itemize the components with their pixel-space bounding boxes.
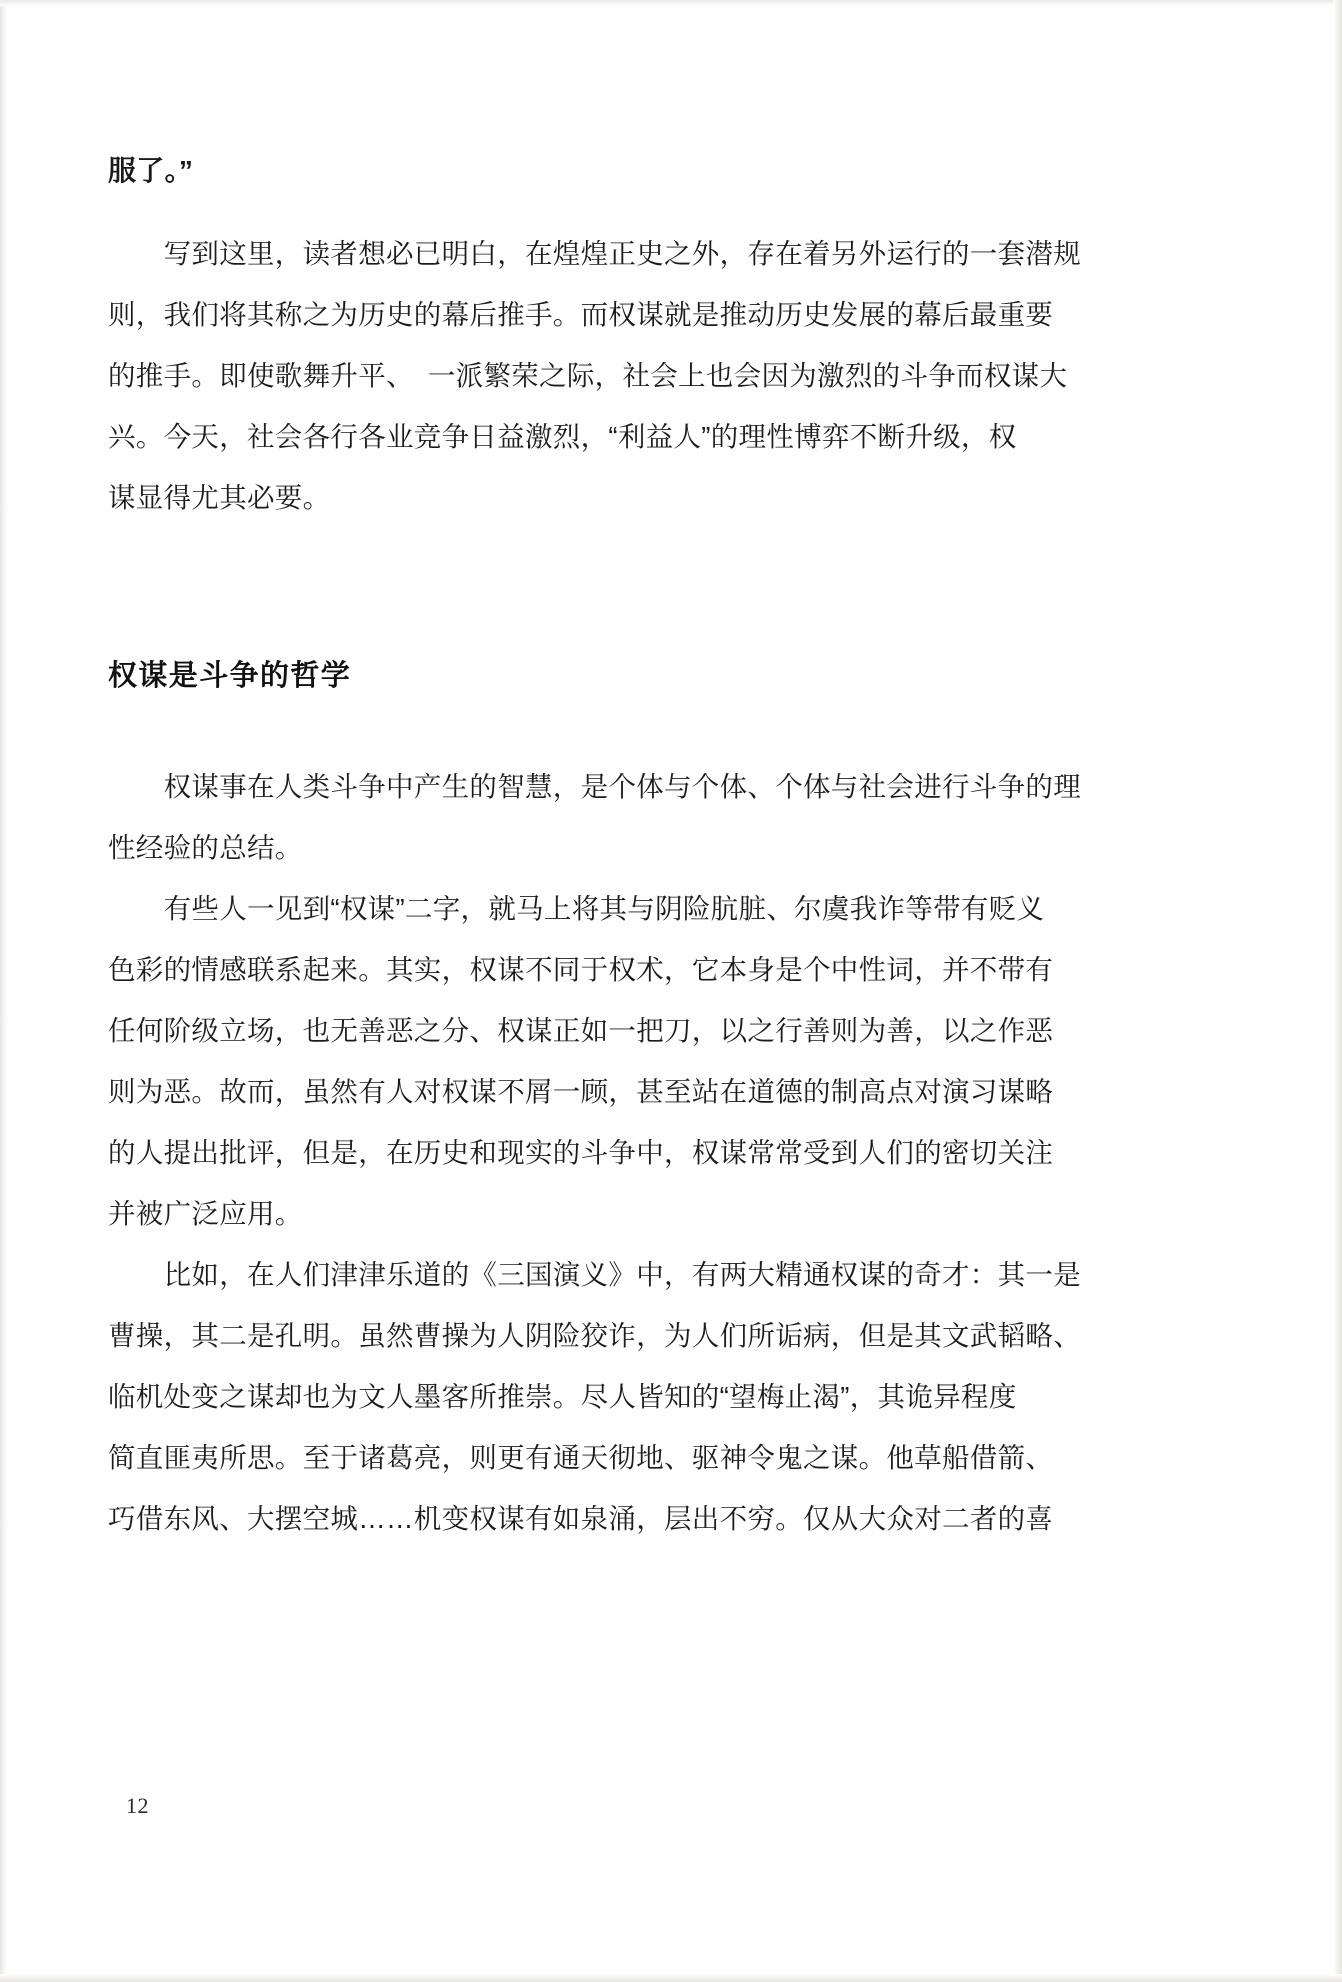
paragraph-1-line-2: 则，我们将其称之为历史的幕后推手。而权谋就是推动历史发展的幕后最重要 [108,299,1054,330]
paragraph-3-line-2: 色彩的情感联系起来。其实，权谋不同于权术，它本身是个中性词，并不带有 [108,954,1054,985]
paragraph-2 [108,756,1233,878]
paragraph-3-line-3: 任何阶级立场，也无善恶之分、权谋正如一把刀，以之行善则为善，以之作恶 [108,1015,1054,1046]
paragraph-3-line-1: 有些人一见到“权谋”二字，就马上将其与阴险肮脏、尔虞我诈等带有贬义 [108,893,1045,924]
paragraph-3 [108,878,1233,1244]
opening-fragment: 服了。” [108,155,194,186]
page-edge-shadow-top [0,0,1342,6]
paragraph-1-line-5: 谋显得尤其必要。 [108,482,331,513]
paragraph-1-line-1: 写到这里，读者想必已明白，在煌煌正史之外，存在着另外运行的一套潜规 [108,238,1081,269]
paragraph-1 [108,223,1233,528]
spacer [108,528,1233,648]
spacer [108,201,1233,223]
paragraph-4 [108,1244,1233,1549]
page-edge-shadow-bottom [0,1974,1342,1982]
paragraph-2-line-1: 权谋事在人类斗争中产生的智慧，是个体与个体、个体与社会进行斗争的理 [108,771,1081,802]
section-heading: 权谋是斗争的哲学 [108,660,352,692]
page-text-body [108,140,1233,1549]
paragraph-1-line-3: 的推手。即使歌舞升平、 一派繁荣之际，社会上也会因为激烈的斗争而权谋大 [108,360,1068,391]
paragraph-1-line-4: 兴。今天，社会各行各业竞争日益激烈，“利益人”的理性博弈不断升级，权 [108,421,1017,452]
paragraph-3-line-6: 并被广泛应用。 [108,1198,303,1229]
paragraph-3-line-5: 的人提出批评，但是，在历史和现实的斗争中，权谋常常受到人们的密切关注 [108,1137,1054,1168]
paragraph-4-line-5: 巧借东风、大摆空城……机变权谋有如泉涌，层出不穷。仅从大众对二者的喜 [108,1503,1054,1534]
page-edge-shadow-right [1333,0,1342,1982]
paragraph-4-line-4: 简直匪夷所思。至于诸葛亮，则更有通天彻地、驱神令鬼之谋。他草船借箭、 [108,1442,1054,1473]
paragraph-4-line-1: 比如，在人们津津乐道的《三国演义》中，有两大精通权谋的奇才：其一是 [108,1259,1081,1290]
page-edge-shadow-left [0,0,7,1982]
paragraph-4-line-3: 临机处变之谋却也为文人墨客所推崇。尽人皆知的“望梅止渴”，其诡异程度 [108,1381,1017,1412]
paragraph-2-line-2: 性经验的总结。 [108,832,303,863]
page-number: 12 [126,1793,149,1818]
paragraph-4-line-2: 曹操，其二是孔明。虽然曹操为人阴险狡诈，为人们所诟病，但是其文武韬略、 [108,1320,1081,1351]
spacer [108,704,1233,756]
paragraph-3-line-4: 则为恶。故而，虽然有人对权谋不屑一顾，甚至站在道德的制高点对演习谋略 [108,1076,1054,1107]
